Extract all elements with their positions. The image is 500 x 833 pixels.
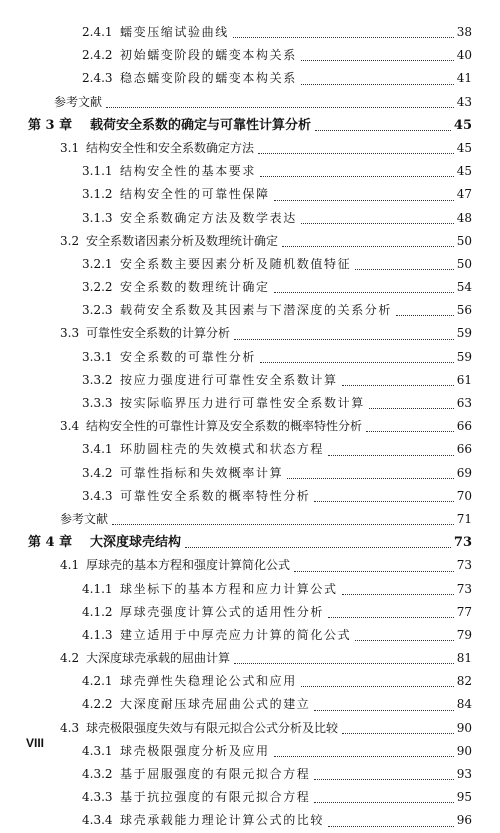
dot-leader <box>260 339 454 363</box>
dot-leader <box>366 408 454 432</box>
dot-leader <box>328 802 454 826</box>
entry-number: 4.3.4 <box>82 813 113 828</box>
dot-leader <box>301 663 454 687</box>
entry-number: 3.2.1 <box>82 256 113 271</box>
dot-leader <box>328 431 454 455</box>
entry-page: 54 <box>455 276 472 299</box>
entry-page: 90 <box>455 717 472 740</box>
entry-title: 球壳承载能力理论计算公式的比较 <box>120 809 326 832</box>
entry-number: 3.1.2 <box>82 187 113 202</box>
entry-page: 73 <box>452 531 472 554</box>
entry-page: 73 <box>455 578 472 601</box>
dot-leader <box>342 571 454 595</box>
entry-page: 73 <box>455 554 472 577</box>
entry-page: 71 <box>455 508 472 531</box>
entry-number: 2.4.2 <box>82 48 113 63</box>
entry-title: 基于屈服强度的有限元拟合方程 <box>120 763 312 786</box>
dot-leader <box>282 223 454 247</box>
dot-leader <box>106 84 454 108</box>
dot-leader <box>355 246 454 270</box>
entry-title: 结构安全性的基本要求 <box>120 160 258 183</box>
dot-leader <box>234 640 454 664</box>
entry-title: 环肋圆柱壳的失效模式和状态方程 <box>120 438 326 461</box>
dot-leader <box>274 733 454 757</box>
entry-page: 50 <box>455 253 472 276</box>
entry-title: 按应力强度进行可靠性安全系数计算 <box>120 369 340 392</box>
entry-number: 2.4.3 <box>82 71 113 86</box>
entry-title: 稳态蠕变阶段的蠕变本构关系 <box>120 67 299 90</box>
entry-title: 安全系数诸因素分析及数理统计确定 <box>86 230 280 253</box>
page-number: VIII <box>26 736 45 750</box>
entry-number: 3.1 <box>60 140 80 155</box>
entry-page: 38 <box>455 21 472 44</box>
dot-leader <box>342 362 454 386</box>
entry-number: 4.2 <box>60 651 80 666</box>
entry-number: 4.1.2 <box>82 604 113 619</box>
entry-title: 球坐标下的基本方程和应力计算公式 <box>120 578 340 601</box>
entry-title: 厚球壳强度计算公式的适用性分析 <box>120 601 326 624</box>
entry-title: 球壳极限强度失效与有限元拟合公式分析及比较 <box>86 717 340 740</box>
dot-leader <box>294 547 454 571</box>
dot-leader <box>314 686 453 710</box>
entry-number: 3.2 <box>60 233 80 248</box>
entry-number: 3.3 <box>60 326 80 341</box>
entry-number: 4.3.1 <box>82 743 113 758</box>
entry-page: 95 <box>455 786 472 809</box>
table-of-contents <box>0 21 500 833</box>
entry-page: 84 <box>455 693 472 716</box>
dot-leader <box>355 617 454 641</box>
entry-number: 4.2.2 <box>82 697 113 712</box>
dot-leader <box>301 37 454 61</box>
entry-title: 按实际临界压力进行可靠性安全系数计算 <box>120 392 367 415</box>
entry-number: 4.3.3 <box>82 790 113 805</box>
entry-page: 50 <box>455 230 472 253</box>
entry-page: 43 <box>455 91 472 114</box>
entry-title: 安全系数确定方法及数学表达 <box>120 207 299 230</box>
entry-title: 载荷安全系数及其因素与下潜深度的关系分析 <box>120 299 394 322</box>
entry-number: 4.1.1 <box>82 581 113 596</box>
dot-leader <box>396 292 454 316</box>
entry-page: 66 <box>455 415 472 438</box>
entry-number: 3.3.1 <box>82 349 113 364</box>
entry-number: 3.4.1 <box>82 442 113 457</box>
dot-leader <box>234 315 454 339</box>
dot-leader <box>315 107 451 131</box>
entry-page: 79 <box>455 624 472 647</box>
dot-leader <box>369 385 454 409</box>
dot-leader <box>185 524 451 548</box>
entry-page: 59 <box>455 322 472 345</box>
entry-title: 可靠性安全系数的概率特性分析 <box>120 485 312 508</box>
dot-leader <box>328 594 454 618</box>
entry-title: 大深度耐压球壳屈曲公式的建立 <box>120 693 312 716</box>
entry-title: 大深度球壳承载的屈曲计算 <box>86 647 232 670</box>
entry-page: 69 <box>455 462 472 485</box>
chapter-title: 载荷安全系数的确定与可靠性计算分析 <box>90 114 313 137</box>
entry-page: 77 <box>455 601 472 624</box>
dot-leader <box>112 501 454 525</box>
entry-title: 初始蠕变阶段的蠕变本构关系 <box>120 44 299 67</box>
entry-page: 47 <box>455 183 472 206</box>
entry-number: 4.1 <box>60 558 80 573</box>
entry-title: 结构安全性的可靠性计算及安全系数的概率特性分析 <box>86 415 364 438</box>
entry-number: 4.3.2 <box>82 767 113 781</box>
entry-title: 参考文献 <box>54 91 104 114</box>
entry-number: 2.4.1 <box>82 25 113 39</box>
entry-page: 59 <box>455 346 472 369</box>
entry-page: 48 <box>455 207 472 230</box>
entry-page: 82 <box>455 670 472 693</box>
dot-leader <box>260 153 454 177</box>
entry-number: 3.4 <box>60 419 80 434</box>
entry-number: 3.1.3 <box>82 210 113 225</box>
entry-number: 4.1.3 <box>82 627 113 642</box>
entry-title: 安全系数的可靠性分析 <box>120 346 258 369</box>
entry-title: 参考文献 <box>60 508 110 531</box>
dot-leader <box>314 478 453 502</box>
entry-number: 4.2.1 <box>82 674 113 689</box>
entry-title: 建立适用于中厚壳应力计算的简化公式 <box>120 624 353 647</box>
entry-page: 81 <box>455 647 472 670</box>
dot-leader <box>287 455 454 479</box>
entry-number: 3.4.2 <box>82 465 113 480</box>
entry-title: 球壳弹性失稳理论公式和应用 <box>120 670 299 693</box>
entry-page: 56 <box>455 299 472 322</box>
entry-number: 3.1.1 <box>82 164 113 179</box>
entry-number: 3.2.2 <box>82 280 113 295</box>
entry-number: 4.3 <box>60 720 80 735</box>
entry-number: 3.3.3 <box>82 396 113 410</box>
entry-page: 63 <box>455 392 472 415</box>
entry-page: 93 <box>455 763 472 786</box>
entry-title: 可靠性指标和失效概率计算 <box>120 462 285 485</box>
dot-leader <box>314 779 453 803</box>
dot-leader <box>314 756 453 780</box>
dot-leader <box>342 710 454 734</box>
chapter-title: 大深度球壳结构 <box>90 531 183 554</box>
dot-leader <box>301 60 454 84</box>
chapter-number: 第 3 章 <box>28 117 73 133</box>
entry-title: 结构安全性的可靠性保障 <box>120 183 272 206</box>
entry-page: 61 <box>455 369 472 392</box>
dot-leader <box>274 176 454 200</box>
entry-number: 3.2.3 <box>82 303 113 318</box>
entry-title: 蠕变压缩试验曲线 <box>120 21 231 44</box>
entry-page: 45 <box>455 137 472 160</box>
entry-title: 球壳极限强度分析及应用 <box>120 740 272 763</box>
dot-leader <box>301 200 454 224</box>
entry-title: 安全系数主要因素分析及随机数值特征 <box>120 253 353 276</box>
entry-page: 41 <box>455 67 472 90</box>
entry-title: 安全系数的数理统计确定 <box>120 276 272 299</box>
entry-title: 厚球壳的基本方程和强度计算简化公式 <box>86 554 292 577</box>
entry-page: 70 <box>455 485 472 508</box>
chapter-number: 第 4 章 <box>28 535 73 551</box>
entry-page: 45 <box>455 160 472 183</box>
entry-page: 66 <box>455 438 472 461</box>
dot-leader <box>274 269 454 293</box>
entry-title: 可靠性安全系数的计算分析 <box>86 322 232 345</box>
entry-page: 90 <box>455 740 472 763</box>
entry-title: 结构安全性和安全系数确定方法 <box>86 137 256 160</box>
entry-number: 3.4.3 <box>82 488 113 503</box>
dot-leader <box>258 130 454 154</box>
entry-page: 40 <box>455 44 472 67</box>
dot-leader <box>233 14 454 38</box>
toc-entry[interactable] <box>0 809 500 832</box>
entry-number: 3.3.2 <box>82 372 113 387</box>
entry-title: 基于抗拉强度的有限元拟合方程 <box>120 786 312 809</box>
entry-page: 45 <box>452 114 472 137</box>
entry-page: 96 <box>455 809 472 832</box>
